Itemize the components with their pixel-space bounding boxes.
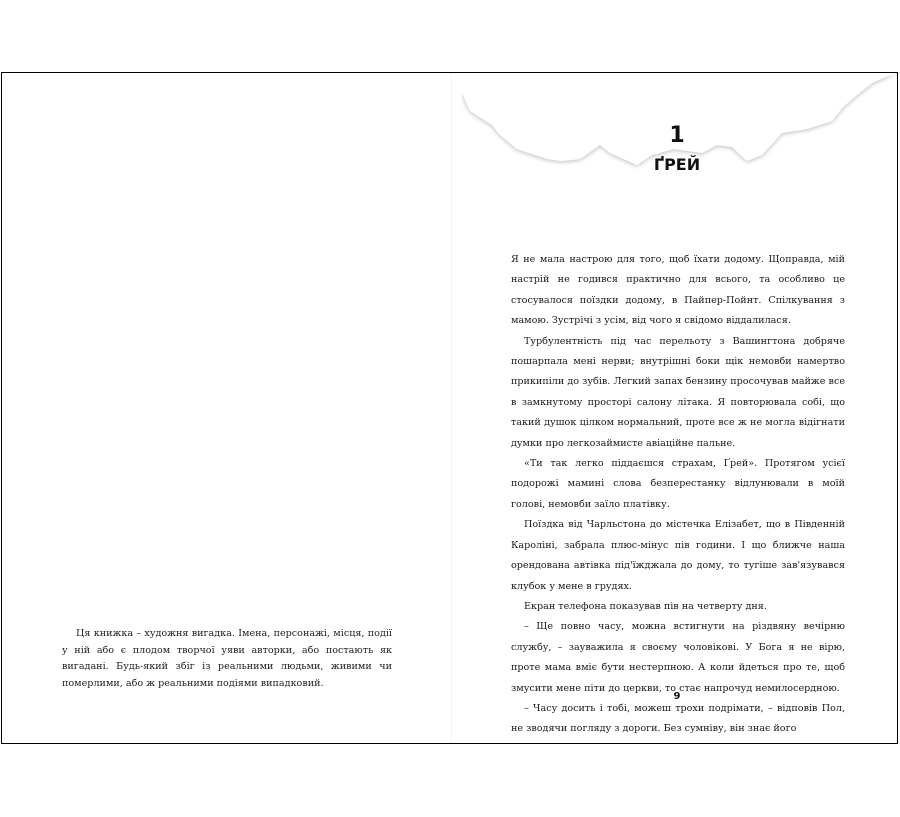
copyright-text: Ця книжка – художня вигадка. Імена, персонажі, місця, події у ній або є плодом творчої уяви авторки, або постають як вигадані. Будь-який збіг із реальними людьми, живими чи померлими, або ж реальними подіями випадковий. bbox=[62, 628, 392, 689]
chapter-body bbox=[511, 250, 845, 740]
paragraph: – Часу досить і тобі, можеш трохи подрімати, – відповів Пол, не зводячи погляду з дороги. Без сумніву, він знає його bbox=[511, 702, 845, 735]
chapter-title: ҐРЕЙ bbox=[653, 155, 701, 174]
page-number: 9 bbox=[673, 691, 681, 702]
chapter-number: 1 bbox=[669, 123, 685, 148]
page-gutter bbox=[451, 73, 452, 743]
paragraph: Екран телефона показував пів на четверту дня. bbox=[524, 600, 767, 612]
book-spread bbox=[1, 72, 898, 744]
paragraph: Поїздка від Чарльстона до містечка Елізабет, що в Південній Кароліні, забрала плюс-мінус пів години. І що ближче наша орендована автівка під'їжджала до дому, то тугіше зав'язувався клубок у мене в грудях. bbox=[511, 519, 845, 592]
paragraph: «Ти так легко піддаєшся страхам, Ґрей». Протягом усієї подорожі мамині слова безперестанку відлунювали в моїй голові, немовби заїло платівку. bbox=[511, 458, 845, 510]
copyright-notice bbox=[62, 626, 392, 692]
paragraph: Я не мала настрою для того, щоб їхати додому. Щоправда, мій настрій не годився практично для всього, та особливо це стосувалося поїздки додому, в Пайпер-Пойнт. Спілкування з мамою. Зустрічі з усім, від чого я свідомо віддалилася. bbox=[511, 254, 845, 327]
paragraph: Турбулентність під час перельоту з Вашингтона добряче пошарпала мені нерви; внутрішні боки щік немовби намертво прикипіли до зубів. Легкий запах бензину просочував майже все в замкнутому просторі салону літака. Я повторювала собі, що такий душок цілком нормальний, проте все ж не могла відігнати думки про легкозаймисте авіаційне пальне. bbox=[511, 335, 845, 449]
paragraph: – Ще повно часу, можна встигнути на різдвяну вечірню службу, – зауважила я своєму чоловікові. У Бога я не вірю, проте мама вміє бути нестерпною. А коли йдеться про те, щоб змусити мене піти до церкви, то стає напрочуд немилосердною. bbox=[511, 621, 845, 694]
